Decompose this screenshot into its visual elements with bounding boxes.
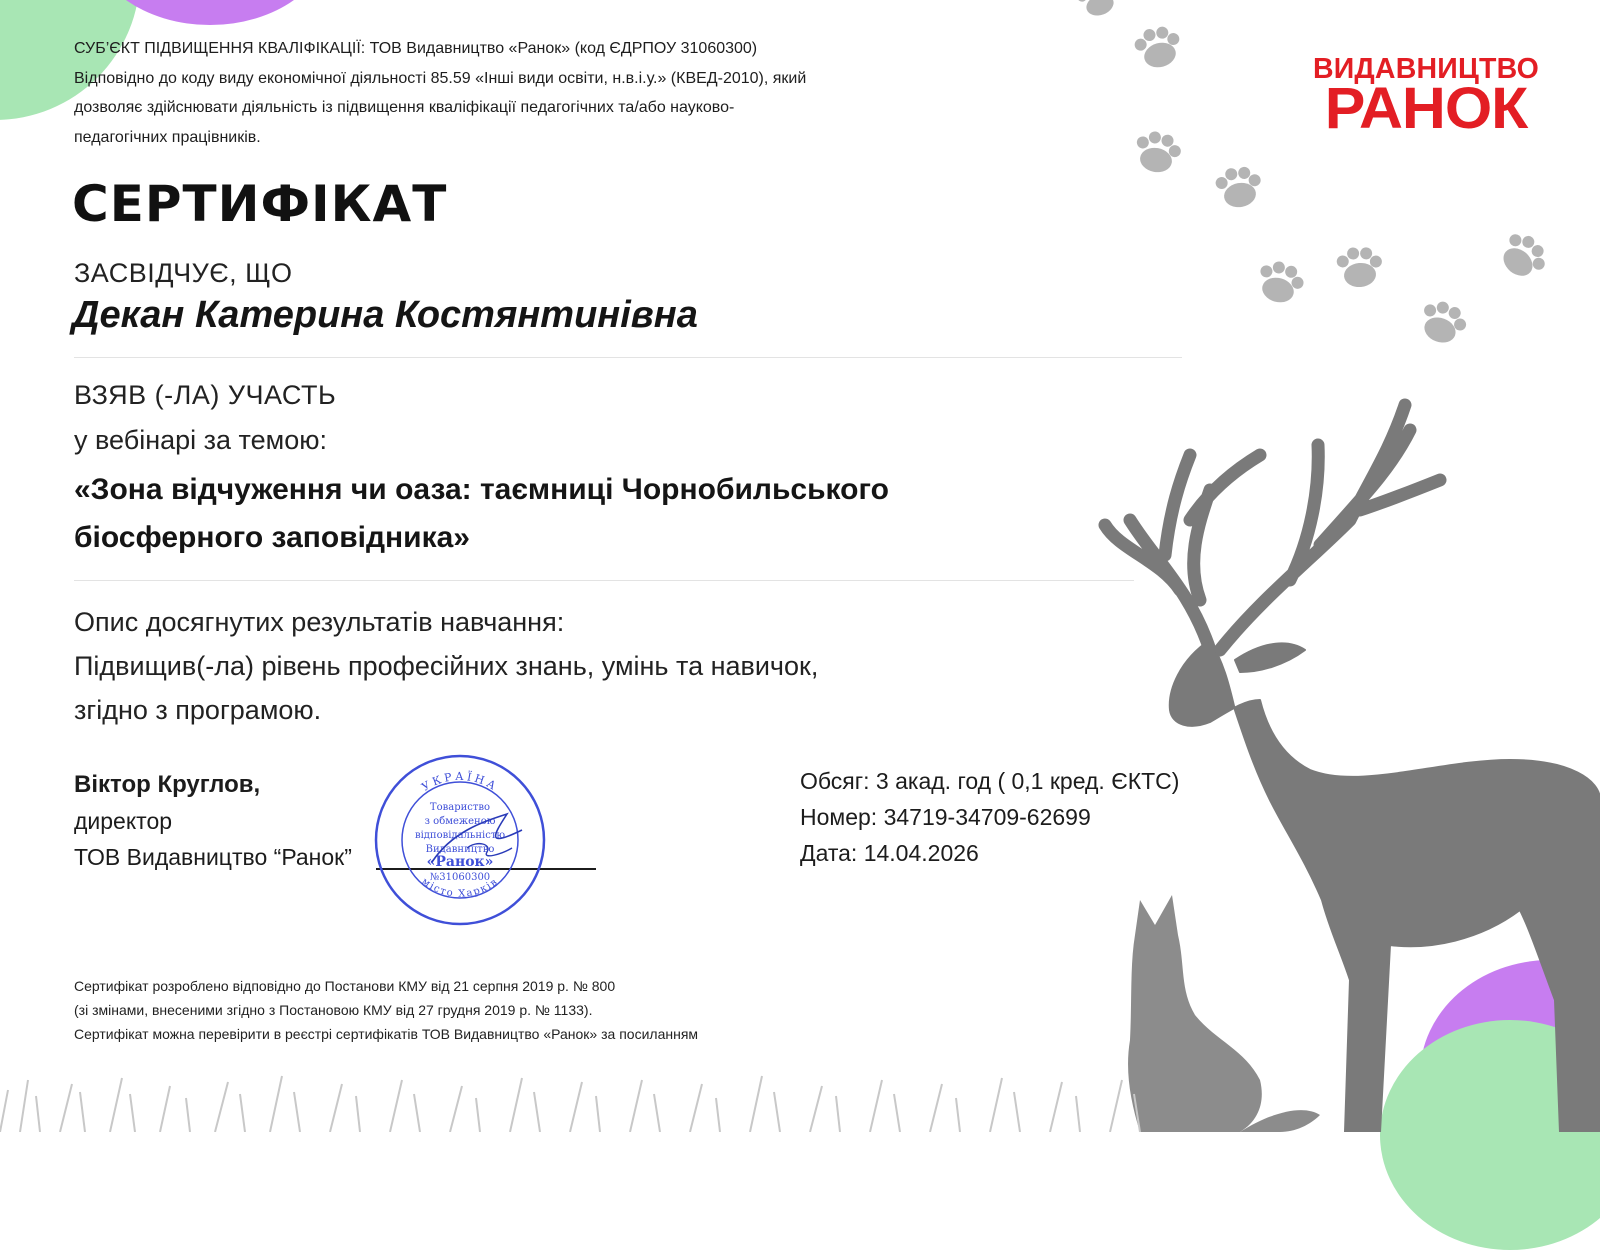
stamp-text-line: №31060300	[429, 872, 491, 883]
outcomes-line: Опис досягнутих результатів навчання:	[74, 607, 565, 637]
topic-line: біосферного заповідника»	[74, 521, 470, 554]
certificate-details	[800, 763, 1179, 871]
webinar-topic	[74, 466, 1034, 562]
legal-footnote	[74, 974, 698, 1046]
outcomes-line: згідно з програмою.	[74, 695, 322, 725]
webinar-intro: у вебінарі за темою:	[74, 425, 327, 455]
issue-date: Дата: 14.04.2026	[800, 840, 979, 866]
footnote-line: Сертифікат можна перевірити в реєстрі сертифікатів ТОВ Видавництво «Ранок» за посиланням	[74, 1026, 699, 1042]
logo-line-2: РАНОК	[1324, 76, 1528, 141]
deer-and-fox-artwork	[1060, 0, 1600, 1132]
signer-name: Віктор Круглов,	[74, 771, 261, 798]
signer-block	[74, 767, 352, 875]
stamp-text-line: відповідальністю	[414, 830, 506, 841]
learning-outcomes	[74, 600, 1054, 732]
signer-position: директор	[74, 808, 173, 834]
stamp-text-line: «Ранок»	[426, 854, 494, 870]
certificate-title: СЕРТИФІКАТ	[72, 175, 448, 233]
recipient-name: Декан Катерина Костянтинівна	[72, 294, 698, 336]
svg-text:місто Харків: місто Харків	[419, 876, 501, 900]
divider	[74, 580, 1134, 581]
grass-strip	[0, 1050, 1600, 1132]
certificate-number: Номер: 34719-34709-62699	[800, 804, 1091, 830]
divider	[74, 357, 1182, 358]
qualification-subject-info	[74, 34, 994, 152]
signer-organization: ТОВ Видавництво “Ранок”	[74, 844, 352, 870]
svg-text:УКРАЇНА: УКРАЇНА	[419, 769, 501, 794]
subject-line: Відповідно до коду виду економічної діяльності 85.59 «Інші види освіти, н.в.і.у.» (КВЕД-2010), який	[74, 69, 807, 87]
stamp-text-line: Товариство	[429, 802, 491, 813]
official-stamp	[372, 752, 548, 928]
topic-line: «Зона відчуження чи оаза: таємниці Чорнобильського	[74, 473, 889, 506]
certifies-label: ЗАСВІДЧУЄ, ЩО	[74, 258, 293, 288]
participation-label: ВЗЯВ (-ЛА) УЧАСТЬ	[74, 380, 337, 410]
footnote-line: Сертифікат розроблено відповідно до Постанови КМУ від 21 серпня 2019 р. № 800	[74, 978, 616, 994]
stamp-text-line: з обмеженою	[424, 816, 496, 827]
publisher-logo	[1306, 53, 1546, 141]
subject-line: педагогічних працівників.	[74, 128, 261, 146]
outcomes-line: Підвищив(-ла) рівень професійних знань, умінь та навичок,	[74, 651, 819, 681]
subject-line: СУБ’ЄКТ ПІДВИЩЕННЯ КВАЛІФІКАЦІЇ: ТОВ Видавництво «Ранок» (код ЄДРПОУ 31060300)	[74, 40, 758, 57]
subject-line: дозволяє здійснювати діяльність із підвищення кваліфікації педагогічних та/або науково-	[74, 99, 735, 116]
volume-text: Обсяг: 3 акад. год ( 0,1 кред. ЄКТС)	[800, 768, 1180, 794]
footnote-line: (зі змінами, внесеними згідно з Постановою КМУ від 27 грудня 2019 р. № 1133).	[74, 1002, 593, 1018]
stamp-text-line: Видавництво	[425, 844, 495, 855]
logo-line-1: ВИДАВНИЦТВО	[1312, 53, 1540, 85]
